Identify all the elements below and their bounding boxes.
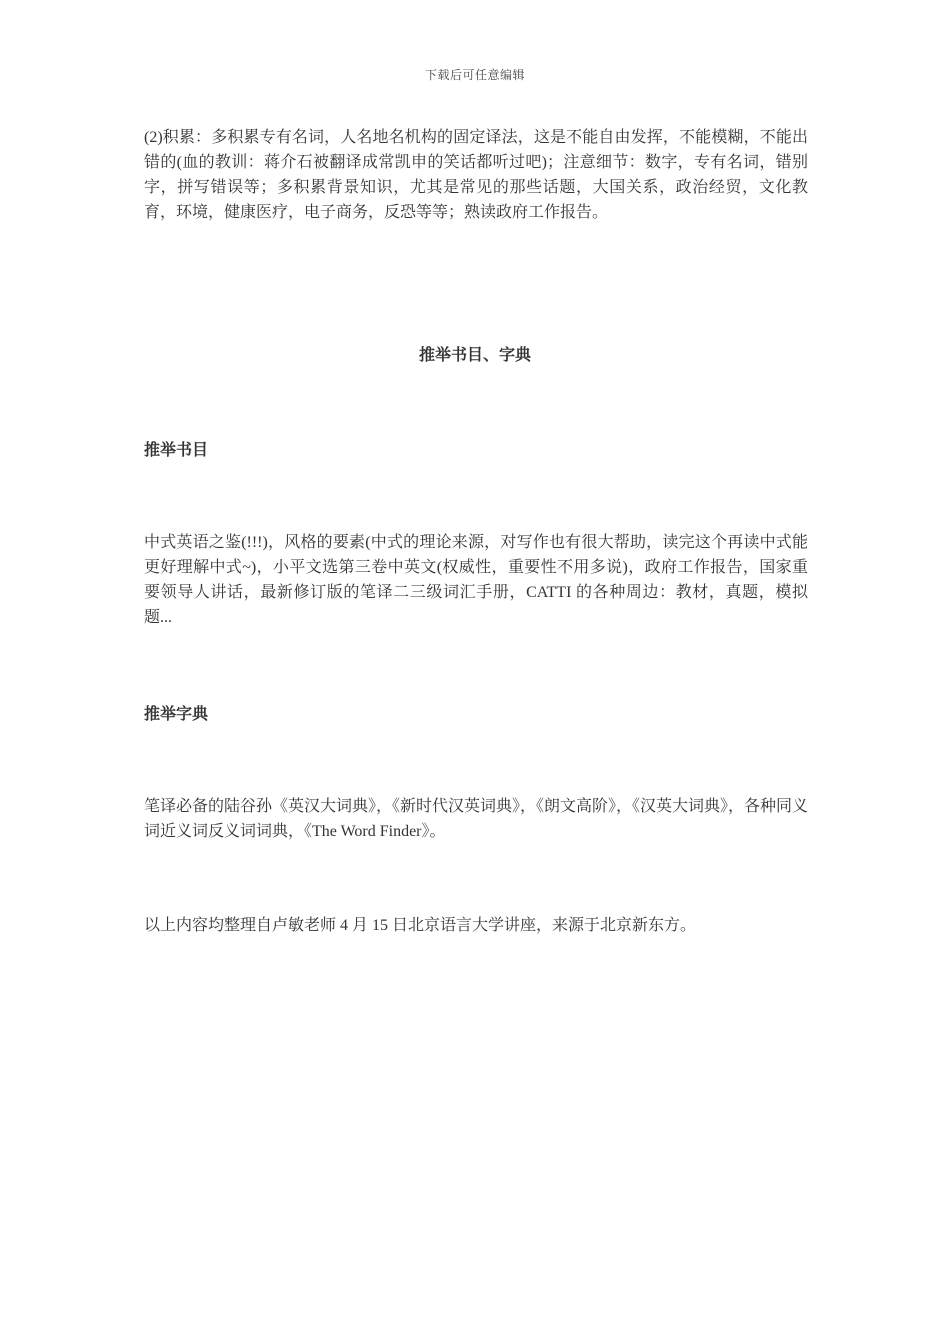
dictionaries-heading: 推举字典 — [144, 706, 209, 723]
books-paragraph: 中式英语之鉴(!!!)，风格的要素(中式的理论来源，对写作也有很大帮助，读完这个再读中式能更好理解中式~)，小平文选第三卷中英文(权威性，重要性不用多说)，政府工作报告，国家重要领导人讲话，最新修订版的笔译二三级词汇手册，CATTI 的各种周边：教材，真题，模拟题... — [144, 534, 808, 626]
source-paragraph: 以上内容均整理自卢敏老师 4 月 15 日北京语言大学讲座，来源于北京新东方。 — [144, 917, 697, 934]
header-note: 下载后可任意编辑 — [424, 68, 525, 82]
books-heading: 推举书目 — [144, 442, 209, 459]
dictionaries-paragraph: 笔译必备的陆谷孙《英汉大词典》，《新时代汉英词典》，《朗文高阶》，《汉英大词典》，各种同义词近义词反义词词典，《The Word Finder》。 — [144, 798, 809, 840]
paragraph-accumulate: (2)积累：多积累专有名词，人名地名机构的固定译法，这是不能自由发挥，不能模糊，不能出错的(血的教训：蒋介石被翻译成常凯申的笑话都听过吧)；注意细节：数字，专有名词，错别字，拼写错误等；多积累背景知识，尤其是常见的那些话题，大国关系，政治经贸，文化教育，环境，健康医疗，电子商务，反恐等等；熟读政府工作报告。 — [144, 129, 808, 221]
section-title: 推举书目、字典 — [418, 347, 531, 364]
